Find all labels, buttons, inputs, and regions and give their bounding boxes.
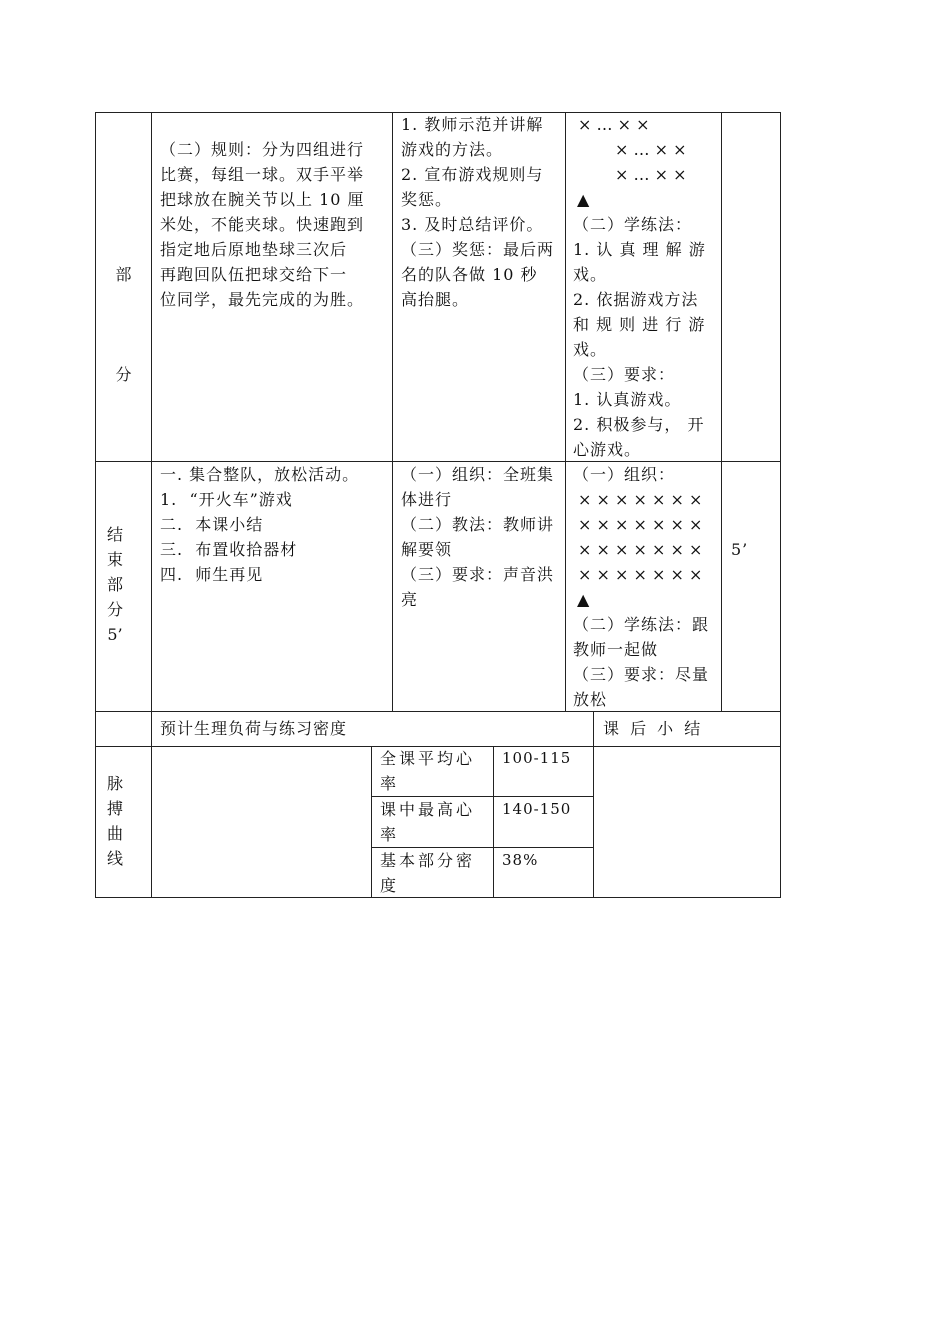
section-duration: 5’ xyxy=(107,625,123,644)
upper-teacher-cell xyxy=(401,112,563,312)
metric-label-line: 课中最高心 xyxy=(380,800,476,819)
content-line: 1. “开火车”游戏 xyxy=(160,490,293,509)
student-line: 1. 认 真 理 解 游 xyxy=(573,240,706,259)
formation-row: × … × × xyxy=(578,115,650,134)
teacher-line: （三）要求：声音洪 xyxy=(401,565,555,584)
content-line: 米处，不能夹球。快速跑到 xyxy=(160,215,365,234)
student-line: （三）要求：尽量 xyxy=(573,665,710,684)
student-line: 戏。 xyxy=(573,265,608,284)
teacher-position-marker: ▲ xyxy=(577,190,590,209)
teacher-line: （二）教法：教师讲 xyxy=(401,515,555,534)
teacher-line: 解要领 xyxy=(401,540,453,559)
end-time-cell xyxy=(731,537,779,562)
load-density-title xyxy=(160,716,580,741)
section-label-char: 束 xyxy=(106,550,123,569)
pulse-label-char: 线 xyxy=(106,849,123,868)
col-divider-metric-label xyxy=(371,746,372,898)
col-divider-metric-value xyxy=(493,746,494,898)
end-student-cell xyxy=(573,462,719,712)
metric-label-line: 全课平均心 xyxy=(380,749,476,768)
pulse-label-char: 搏 xyxy=(106,799,123,818)
teacher-line: （一）组织：全班集 xyxy=(401,465,555,484)
col-divider-student xyxy=(721,112,722,712)
section-label-char: 结 xyxy=(106,525,123,544)
teacher-line: 2. 宣布游戏规则与 xyxy=(401,165,544,184)
content-line: 四. 师生再见 xyxy=(160,565,264,584)
section-label-upper-2 xyxy=(96,362,151,387)
metric-value: 140-150 xyxy=(502,800,572,818)
end-teacher-cell xyxy=(401,462,563,612)
teacher-line: 亮 xyxy=(401,590,419,609)
metric-label-basic-density xyxy=(380,848,490,898)
section-label-end xyxy=(96,522,134,647)
metric-label-max-heart-rate xyxy=(380,797,490,847)
end-content-cell xyxy=(160,462,390,587)
section-time: 5’ xyxy=(731,540,749,559)
metric-value-max-heart-rate xyxy=(502,797,592,822)
formation-row: × × × × × × × xyxy=(578,565,703,584)
metric-value-avg-heart-rate xyxy=(502,746,592,771)
metric-label-line: 度 xyxy=(380,876,400,895)
student-line: （一）组织： xyxy=(573,465,676,484)
student-line: 放松 xyxy=(573,690,608,709)
student-line: 2. 依据游戏方法 xyxy=(573,290,699,309)
formation-row: × … × × xyxy=(615,140,687,159)
content-line: 三. 布置收拾器材 xyxy=(160,540,298,559)
metric-label-avg-heart-rate xyxy=(380,746,490,796)
teacher-line: 名的队各做 10 秒 xyxy=(401,265,538,284)
col-divider-label xyxy=(151,112,152,898)
upper-student-cell xyxy=(573,112,719,462)
pulse-label-char: 曲 xyxy=(106,824,123,843)
content-line: 把球放在腕关节以上 10 厘 xyxy=(160,190,365,209)
metric-label-line: 率 xyxy=(380,774,400,793)
student-line: （二）学练法：跟 xyxy=(573,615,710,634)
teacher-line: 1. 教师示范并讲解 xyxy=(401,115,544,134)
col-divider-teacher xyxy=(565,112,566,712)
section-label-char: 分 xyxy=(106,600,123,619)
pulse-label-char: 脉 xyxy=(106,774,123,793)
after-class-summary-title xyxy=(603,716,773,741)
formation-row: × … × × xyxy=(615,165,687,184)
teacher-line: 高抬腿。 xyxy=(401,290,470,309)
col-divider-content xyxy=(392,112,393,712)
teacher-line: 游戏的方法。 xyxy=(401,140,504,159)
teacher-position-marker: ▲ xyxy=(577,590,590,609)
content-line: 指定地后原地垫球三次后 xyxy=(160,240,348,259)
student-line: 教师一起做 xyxy=(573,640,659,659)
after-class-summary-title-text: 课 后 小 结 xyxy=(603,719,704,738)
section-label-upper xyxy=(96,262,151,287)
metric-label-line: 基本部分密 xyxy=(380,851,476,870)
content-line: 比赛，每组一球。双手平举 xyxy=(160,165,365,184)
student-line: （三）要求： xyxy=(573,365,676,384)
content-line: 二. 本课小结 xyxy=(160,515,264,534)
student-line: 和 规 则 进 行 游 xyxy=(573,315,706,334)
col-divider-after-class xyxy=(593,711,594,898)
teacher-line: 奖惩。 xyxy=(401,190,453,209)
table-border-right xyxy=(780,112,781,898)
content-line: 再跑回队伍把球交给下一 xyxy=(160,265,348,284)
student-line: 1. 认真游戏。 xyxy=(573,390,682,409)
section-label-char: 分 xyxy=(115,365,132,384)
teacher-line: （三）奖惩：最后两 xyxy=(401,240,555,259)
pulse-curve-label xyxy=(96,771,134,871)
student-line: 2. 积极参与， 开 xyxy=(573,415,705,434)
student-line: 戏。 xyxy=(573,340,608,359)
content-line: （二）规则：分为四组进行 xyxy=(160,140,365,159)
teacher-line: 3. 及时总结评价。 xyxy=(401,215,544,234)
teacher-line: 体进行 xyxy=(401,490,453,509)
student-line: （二）学练法： xyxy=(573,215,693,234)
metric-label-line: 率 xyxy=(380,825,400,844)
upper-content-cell xyxy=(160,137,388,312)
metric-value-basic-density xyxy=(502,848,592,873)
formation-row: × × × × × × × xyxy=(578,490,703,509)
metric-value: 100-115 xyxy=(502,749,572,767)
formation-row: × × × × × × × xyxy=(578,540,703,559)
metric-value: 38% xyxy=(502,851,539,869)
load-density-title-text: 预计生理负荷与练习密度 xyxy=(160,719,348,738)
section-label-char: 部 xyxy=(106,575,123,594)
student-line: 心游戏。 xyxy=(573,440,642,459)
section-label-char: 部 xyxy=(115,265,132,284)
content-line: 位同学，最先完成的为胜。 xyxy=(160,290,365,309)
content-line: 一. 集合整队，放松活动。 xyxy=(160,465,360,484)
formation-row: × × × × × × × xyxy=(578,515,703,534)
